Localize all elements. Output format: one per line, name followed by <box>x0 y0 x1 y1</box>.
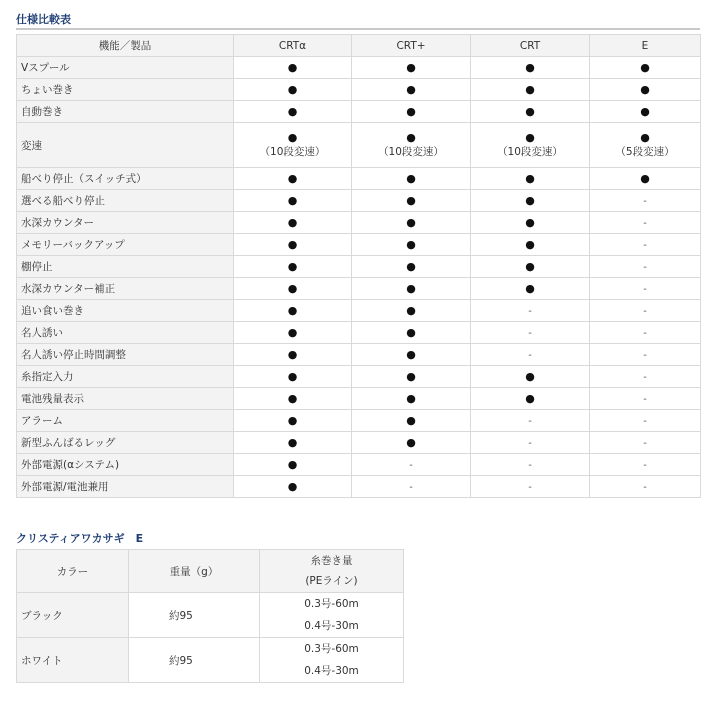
color-label: ホワイト <box>17 638 129 683</box>
feature-label: 電池残量表示 <box>17 388 234 410</box>
spec-cell <box>471 123 590 168</box>
table-row <box>17 190 701 212</box>
dot-mark: ● <box>287 237 298 251</box>
spec-cell <box>352 410 471 432</box>
dash-mark: - <box>643 393 647 405</box>
spec-cell <box>471 79 590 101</box>
dot-mark: ● <box>525 131 535 144</box>
spec-cell <box>352 256 471 278</box>
dot-mark: ● <box>525 237 535 251</box>
table-row <box>17 212 701 234</box>
feature-label: 棚停止 <box>17 256 234 278</box>
table-row <box>17 79 701 101</box>
spec-cell <box>234 190 352 212</box>
dot-mark: ● <box>287 391 298 405</box>
spec-cell <box>352 300 471 322</box>
dot-mark: ● <box>287 281 298 295</box>
spec-cell <box>352 476 471 498</box>
weight-header: 重量（g） <box>129 550 260 593</box>
spec-cell <box>352 57 471 79</box>
capacity-cell <box>260 638 404 683</box>
product-header: CRT+ <box>352 35 471 57</box>
feature-label: 船べり停止（スイッチ式） <box>17 168 234 190</box>
table-row <box>17 256 701 278</box>
spec-cell <box>352 212 471 234</box>
dot-mark: ● <box>287 303 298 317</box>
color-spec-table <box>16 549 404 683</box>
spec-cell <box>590 300 701 322</box>
dot-mark: ● <box>287 413 298 427</box>
table-row <box>17 593 404 638</box>
capacity-cell <box>260 593 404 638</box>
spec-cell <box>590 344 701 366</box>
feature-label: メモリーバックアップ <box>17 234 234 256</box>
table-row <box>17 476 701 498</box>
spec-cell <box>234 322 352 344</box>
spec-cell <box>590 322 701 344</box>
table-row <box>17 322 701 344</box>
dot-mark: ● <box>640 104 650 118</box>
feature-label: 外部電源/電池兼用 <box>17 476 234 498</box>
dash-mark: - <box>643 283 647 295</box>
dash-mark: - <box>528 415 532 427</box>
spec-cell <box>590 79 701 101</box>
dash-mark: - <box>643 481 647 493</box>
spec-cell <box>471 476 590 498</box>
dash-mark: - <box>643 217 647 229</box>
spec-cell <box>352 101 471 123</box>
spec-cell <box>471 366 590 388</box>
dot-mark: ● <box>406 391 416 405</box>
table-row <box>17 168 701 190</box>
spec-cell <box>234 123 352 168</box>
dash-mark: - <box>528 305 532 317</box>
dot-mark: ● <box>525 60 535 74</box>
dot-mark: ● <box>287 60 298 74</box>
spec-cell <box>471 300 590 322</box>
spec-cell <box>590 101 701 123</box>
dot-mark: ● <box>406 60 416 74</box>
spec-cell <box>234 212 352 234</box>
table-row <box>17 101 701 123</box>
feature-label: 外部電源(αシステム) <box>17 454 234 476</box>
weight-value: 約95 <box>129 638 260 683</box>
feature-product-header: 機能／製品 <box>17 35 234 57</box>
feature-label: 糸指定入力 <box>17 366 234 388</box>
spec-cell <box>234 366 352 388</box>
spec-section-title: 仕様比較表 <box>16 13 71 26</box>
dash-mark: - <box>643 459 647 471</box>
dot-mark: ● <box>406 413 416 427</box>
dot-mark: ● <box>640 131 650 144</box>
spec-cell <box>234 101 352 123</box>
dot-mark: ● <box>287 479 298 493</box>
table-row <box>17 366 701 388</box>
spec-comparison-table <box>16 34 701 498</box>
feature-label: 名人誘い停止時間調整 <box>17 344 234 366</box>
color-label: ブラック <box>17 593 129 638</box>
spec-cell <box>234 278 352 300</box>
weight-value: 約95 <box>129 593 260 638</box>
dot-mark: ● <box>406 237 416 251</box>
feature-label: 水深カウンター <box>17 212 234 234</box>
spec-cell <box>471 454 590 476</box>
spec-note: （5段変速） <box>615 146 675 158</box>
color-section-title: クリスティアワカサギ E <box>16 532 144 545</box>
dot-mark: ● <box>287 259 298 273</box>
spec-cell <box>590 388 701 410</box>
dot-mark: ● <box>406 215 416 229</box>
spec-cell <box>590 190 701 212</box>
table-row <box>17 344 701 366</box>
dash-mark: - <box>528 327 532 339</box>
dot-mark: ● <box>406 281 416 295</box>
feature-label: 名人誘い <box>17 322 234 344</box>
feature-label: ちょい巻き <box>17 79 234 101</box>
feature-label: 追い食い巻き <box>17 300 234 322</box>
dot-mark: ● <box>406 369 416 383</box>
dot-mark: ● <box>640 60 650 74</box>
dot-mark: ● <box>525 171 535 185</box>
dot-mark: ● <box>525 104 535 118</box>
dot-mark: ● <box>406 193 416 207</box>
spec-cell <box>352 322 471 344</box>
table-row <box>17 454 701 476</box>
dot-mark: ● <box>525 391 535 405</box>
table-row <box>17 123 701 168</box>
spec-cell <box>590 278 701 300</box>
spec-cell <box>352 234 471 256</box>
dot-mark: ● <box>287 193 298 207</box>
spec-cell <box>234 432 352 454</box>
spec-cell <box>590 476 701 498</box>
spec-cell <box>471 101 590 123</box>
dot-mark: ● <box>287 82 298 96</box>
table-row <box>17 57 701 79</box>
dash-mark: - <box>643 349 647 361</box>
dot-mark: ● <box>287 171 298 185</box>
dot-mark: ● <box>406 303 416 317</box>
dot-mark: ● <box>287 369 298 383</box>
spec-cell <box>590 123 701 168</box>
spec-cell <box>352 123 471 168</box>
capacity-value: 0.3号-60m <box>304 643 359 655</box>
table-row <box>17 638 404 683</box>
dot-mark: ● <box>406 104 416 118</box>
spec-cell <box>471 57 590 79</box>
table-row <box>17 432 701 454</box>
spec-cell <box>352 454 471 476</box>
spec-cell <box>590 234 701 256</box>
spec-cell <box>471 190 590 212</box>
table-row <box>17 300 701 322</box>
feature-label: アラーム <box>17 410 234 432</box>
dash-mark: - <box>643 195 647 207</box>
capacity-value: 0.4号-30m <box>304 665 359 677</box>
spec-cell <box>234 388 352 410</box>
spec-cell <box>352 190 471 212</box>
spec-cell <box>590 366 701 388</box>
color-header: カラー <box>17 550 129 593</box>
spec-cell <box>471 168 590 190</box>
spec-cell <box>234 454 352 476</box>
dot-mark: ● <box>287 215 298 229</box>
spec-cell <box>590 454 701 476</box>
dot-mark: ● <box>406 82 416 96</box>
dot-mark: ● <box>287 325 298 339</box>
spec-cell <box>352 388 471 410</box>
feature-label: 選べる船べり停止 <box>17 190 234 212</box>
spec-cell <box>352 366 471 388</box>
dash-mark: - <box>643 327 647 339</box>
spec-cell <box>471 212 590 234</box>
dash-mark: - <box>643 239 647 251</box>
spec-cell <box>590 168 701 190</box>
dot-mark: ● <box>287 435 298 449</box>
spec-cell <box>471 322 590 344</box>
dash-mark: - <box>643 261 647 273</box>
dot-mark: ● <box>525 369 535 383</box>
dot-mark: ● <box>525 193 535 207</box>
dash-mark: - <box>409 481 413 493</box>
dash-mark: - <box>528 437 532 449</box>
spec-cell <box>590 256 701 278</box>
spec-title-rule <box>16 28 700 30</box>
dot-mark: ● <box>525 82 535 96</box>
spec-cell <box>234 79 352 101</box>
capacity-header <box>260 550 404 593</box>
spec-cell <box>590 212 701 234</box>
dot-mark: ● <box>525 215 535 229</box>
dot-mark: ● <box>406 347 416 361</box>
dot-mark: ● <box>287 104 298 118</box>
spec-note: （10段変速） <box>497 146 563 158</box>
dot-mark: ● <box>525 259 535 273</box>
table-row <box>17 410 701 432</box>
dash-mark: - <box>643 437 647 449</box>
spec-cell <box>471 344 590 366</box>
capacity-header-line1: 糸巻き量 <box>310 555 353 567</box>
dot-mark: ● <box>287 457 298 471</box>
spec-cell <box>352 432 471 454</box>
color-header-row <box>17 550 404 593</box>
dash-mark: - <box>643 415 647 427</box>
dash-mark: - <box>409 459 413 471</box>
spec-note: （10段変速） <box>259 146 326 158</box>
dot-mark: ● <box>640 171 650 185</box>
spec-cell <box>234 476 352 498</box>
spec-cell <box>471 388 590 410</box>
dash-mark: - <box>528 459 532 471</box>
dot-mark: ● <box>287 131 298 144</box>
dot-mark: ● <box>406 325 416 339</box>
dash-mark: - <box>643 305 647 317</box>
table-row <box>17 234 701 256</box>
dash-mark: - <box>528 481 532 493</box>
spec-cell <box>234 234 352 256</box>
spec-cell <box>471 234 590 256</box>
spec-cell <box>352 79 471 101</box>
dash-mark: - <box>643 371 647 383</box>
feature-label: Vスプール <box>17 57 234 79</box>
dot-mark: ● <box>406 131 416 144</box>
spec-cell <box>590 410 701 432</box>
feature-label: 水深カウンター補正 <box>17 278 234 300</box>
spec-cell <box>352 168 471 190</box>
dash-mark: - <box>528 349 532 361</box>
dot-mark: ● <box>406 171 416 185</box>
dot-mark: ● <box>406 435 416 449</box>
capacity-value: 0.4号-30m <box>304 620 359 632</box>
product-header: CRT <box>471 35 590 57</box>
spec-cell <box>352 344 471 366</box>
spec-cell <box>590 57 701 79</box>
dot-mark: ● <box>287 347 298 361</box>
spec-cell <box>352 278 471 300</box>
capacity-header-line2: (PEライン) <box>305 575 358 587</box>
spec-header-row <box>17 35 701 57</box>
dot-mark: ● <box>525 281 535 295</box>
feature-label: 変速 <box>17 123 234 168</box>
product-header: CRTα <box>234 35 352 57</box>
spec-cell <box>471 432 590 454</box>
spec-cell <box>471 278 590 300</box>
feature-label: 新型ふんばるレッグ <box>17 432 234 454</box>
spec-cell <box>471 256 590 278</box>
spec-cell <box>590 432 701 454</box>
feature-label: 自動巻き <box>17 101 234 123</box>
table-row <box>17 388 701 410</box>
spec-cell <box>234 168 352 190</box>
dot-mark: ● <box>406 259 416 273</box>
spec-cell <box>234 57 352 79</box>
dot-mark: ● <box>640 82 650 96</box>
spec-cell <box>234 256 352 278</box>
table-row <box>17 278 701 300</box>
product-header: E <box>590 35 701 57</box>
spec-cell <box>234 344 352 366</box>
spec-cell <box>234 300 352 322</box>
spec-note: （10段変速） <box>378 146 444 158</box>
spec-cell <box>471 410 590 432</box>
spec-cell <box>234 410 352 432</box>
capacity-value: 0.3号-60m <box>304 598 359 610</box>
